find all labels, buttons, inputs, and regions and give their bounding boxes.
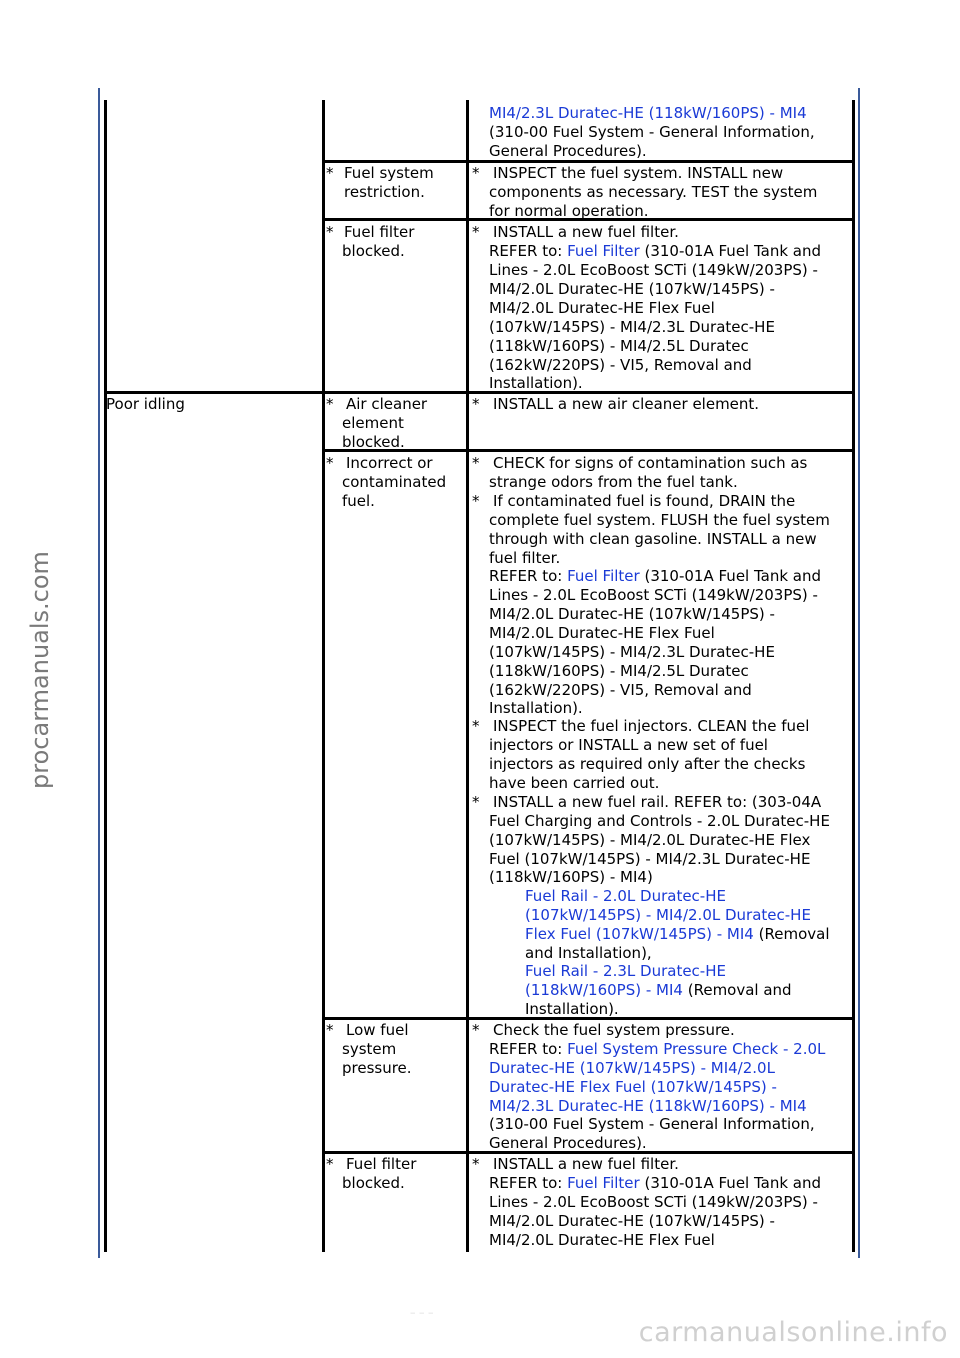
refer-prefix: REFER to: [489, 242, 568, 260]
fuel-filter-link[interactable]: Fuel Filter [567, 242, 640, 260]
action-text: (107kW/145PS) - MI4/2.0L Duratec-HE Flex [489, 831, 811, 849]
bullet-icon: * [472, 1021, 480, 1039]
refer-line [489, 1174, 821, 1193]
cause-text: Fuel filter [344, 223, 415, 241]
bullet-icon: * [472, 164, 480, 182]
action-text: (107kW/145PS) - MI4/2.3L Duratec-HE [489, 318, 775, 336]
refer-rest: (310-01A Fuel Tank and [639, 242, 822, 260]
action-text: Installation). [489, 374, 583, 392]
fuel-rail-link[interactable]: Fuel Rail - 2.0L Duratec-HE [525, 887, 726, 905]
bullet-icon: * [472, 395, 480, 413]
cause-text: blocked. [342, 242, 405, 260]
action-text: (310-00 Fuel System - General Information, [489, 123, 815, 141]
fuel-rail-line [525, 981, 792, 1000]
action-text: MI4/2.0L Duratec-HE Flex Fuel [489, 624, 715, 642]
bullet-icon: * [472, 454, 480, 472]
action-text: CHECK for signs of contamination such as [493, 454, 808, 472]
action-text: Fuel Charging and Controls - 2.0L Duratec-HE [489, 812, 830, 830]
bullet-icon: * [326, 1021, 334, 1039]
refer-line [489, 242, 821, 261]
cause-text: pressure. [342, 1059, 412, 1077]
action-text: MI4/2.0L Duratec-HE (107kW/145PS) - [489, 280, 775, 298]
cause-text: Fuel system [344, 164, 434, 182]
refer-prefix: REFER to: [489, 1174, 568, 1192]
cause-text: Low fuel [346, 1021, 409, 1039]
frame-right [858, 88, 860, 1258]
cause-text: Incorrect or [346, 454, 433, 472]
fuel-rail-link[interactable]: Fuel Rail - 2.3L Duratec-HE [525, 962, 726, 980]
refer-rest: (310-01A Fuel Tank and [639, 1174, 822, 1192]
action-text: Fuel (107kW/145PS) - MI4/2.3L Duratec-HE [489, 850, 811, 868]
action-text: (310-00 Fuel System - General Information, [489, 1115, 815, 1133]
bullet-icon: * [472, 223, 480, 241]
action-text: for normal operation. [489, 202, 649, 220]
action-text: INSPECT the fuel system. INSTALL new [493, 164, 784, 182]
action-text: If contaminated fuel is found, DRAIN the [493, 492, 796, 510]
refer-line [489, 1040, 825, 1059]
pressure-check-link[interactable]: Fuel System Pressure Check - 2.0L [567, 1040, 826, 1058]
col-rule-1 [322, 100, 325, 1252]
action-text: Lines - 2.0L EcoBoost SCTi (149kW/203PS) - [489, 261, 818, 279]
col-rule-right [852, 100, 855, 1252]
action-text: INSPECT the fuel injectors. CLEAN the fuel [493, 717, 810, 735]
action-text: General Procedures). [489, 142, 647, 160]
pressure-check-link[interactable]: Duratec-HE (107kW/145PS) - MI4/2.0L [489, 1059, 775, 1077]
bullet-icon: * [326, 454, 334, 472]
footer-watermark: carmanualsonline.info [638, 1317, 948, 1348]
cause-text: element [342, 414, 404, 432]
action-text: Lines - 2.0L EcoBoost SCTi (149kW/203PS) - [489, 1193, 818, 1211]
refer-line [489, 567, 821, 586]
action-text: (118kW/160PS) - MI4/2.5L Duratec [489, 662, 749, 680]
bullet-icon: * [326, 395, 334, 413]
bullet-icon: * [472, 793, 480, 811]
refer-prefix: REFER to: [489, 1040, 568, 1058]
action-text: MI4/2.0L Duratec-HE (107kW/145PS) - [489, 605, 775, 623]
action-text: MI4/2.0L Duratec-HE Flex Fuel [489, 299, 715, 317]
action-text: (118kW/160PS) - MI4/2.5L Duratec [489, 337, 749, 355]
col-rule-left [104, 100, 107, 1252]
bullet-icon: * [472, 717, 480, 735]
frame-left [98, 88, 100, 1258]
action-text: MI4/2.0L Duratec-HE (107kW/145PS) - [489, 1212, 775, 1230]
action-text: (118kW/160PS) - MI4) [489, 868, 653, 886]
action-text: Lines - 2.0L EcoBoost SCTi (149kW/203PS) - [489, 586, 818, 604]
cause-text: system [342, 1040, 397, 1058]
action-text: MI4/2.0L Duratec-HE Flex Fuel [489, 1231, 715, 1249]
page-number: – – – [410, 1306, 434, 1319]
cause-text: Air cleaner [346, 395, 428, 413]
refer-prefix: REFER to: [489, 567, 568, 585]
col-rule-2 [466, 100, 469, 1252]
action-text: through with clean gasoline. INSTALL a new [489, 530, 817, 548]
side-watermark: procarmanuals.com [26, 551, 54, 789]
action-text: (162kW/220PS) - VI5, Removal and [489, 356, 752, 374]
action-text: Check the fuel system pressure. [493, 1021, 735, 1039]
action-text: complete fuel system. FLUSH the fuel system [489, 511, 830, 529]
cause-text: restriction. [344, 183, 425, 201]
action-text: INSTALL a new fuel filter. [493, 1155, 679, 1173]
action-text: Installation). [525, 1000, 619, 1018]
fuel-filter-link[interactable]: Fuel Filter [567, 1174, 640, 1192]
fuel-filter-link[interactable]: Fuel Filter [567, 567, 640, 585]
action-text: strange odors from the fuel tank. [489, 473, 738, 491]
action-text: General Procedures). [489, 1134, 647, 1152]
cause-text: blocked. [342, 1174, 405, 1192]
refer-rest: (Removal and [682, 981, 792, 999]
action-text: components as necessary. TEST the system [489, 183, 818, 201]
action-text: Installation). [489, 699, 583, 717]
cause-text: fuel. [342, 492, 375, 510]
condition-text: Poor idling [106, 395, 185, 413]
action-text: INSTALL a new air cleaner element. [493, 395, 760, 413]
action-text: INSTALL a new fuel rail. REFER to: (303-04A [493, 793, 822, 811]
action-text: INSTALL a new fuel filter. [493, 223, 679, 241]
bullet-icon: * [326, 164, 334, 182]
pressure-check-link[interactable]: MI4/2.3L Duratec-HE (118kW/160PS) - MI4 [489, 1097, 807, 1115]
bullet-icon: * [326, 223, 334, 241]
bullet-icon: * [472, 1155, 480, 1173]
action-text: injectors or INSTALL a new set of fuel [489, 736, 768, 754]
ref-link[interactable]: MI4/2.3L Duratec-HE (118kW/160PS) - MI4 [489, 104, 807, 122]
action-text: (162kW/220PS) - VI5, Removal and [489, 681, 752, 699]
action-text: (107kW/145PS) - MI4/2.3L Duratec-HE [489, 643, 775, 661]
action-text: have been carried out. [489, 774, 660, 792]
refer-rest: (Removal [753, 925, 830, 943]
bullet-icon: * [326, 1155, 334, 1173]
action-text: injectors as required only after the checks [489, 755, 806, 773]
fuel-rail-link[interactable]: (107kW/145PS) - MI4/2.0L Duratec-HE [525, 906, 811, 924]
row-rule [104, 391, 855, 394]
cause-text: contaminated [342, 473, 447, 491]
refer-rest: (310-01A Fuel Tank and [639, 567, 822, 585]
cause-text: Fuel filter [346, 1155, 417, 1173]
action-text: and Installation), [525, 944, 652, 962]
pressure-check-link[interactable]: Duratec-HE Flex Fuel (107kW/145PS) - [489, 1078, 777, 1096]
action-text: fuel filter. [489, 549, 561, 567]
cause-text: blocked. [342, 433, 405, 451]
bullet-icon: * [472, 492, 480, 510]
fuel-rail-link[interactable]: (118kW/160PS) - MI4 [525, 981, 683, 999]
fuel-rail-line [525, 925, 829, 944]
fuel-rail-link[interactable]: Flex Fuel (107kW/145PS) - MI4 [525, 925, 754, 943]
